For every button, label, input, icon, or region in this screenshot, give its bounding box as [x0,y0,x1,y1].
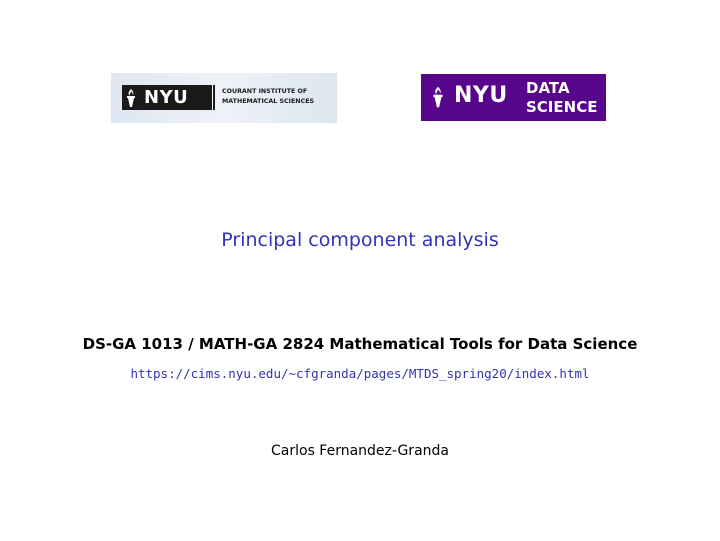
courant-institute-logo [111,73,337,123]
ds-wordmark [526,79,597,117]
courant-line-2: MATHEMATICAL SCIENCES [222,98,315,105]
nyu-data-science-logo [421,74,606,121]
torch-icon [122,85,140,110]
slide-title: Principal component analysis [221,229,499,251]
courant-nyu-mark [122,85,215,110]
courant-nyu-text: NYU [144,87,189,108]
author-name: Carlos Fernandez-Granda [271,443,449,459]
torch-icon [430,85,446,113]
course-name: DS-GA 1013 / MATH-GA 2824 Mathematical Tools for Data Science [82,335,638,353]
ds-line-2: SCIENCE [526,98,598,116]
ds-nyu-text: NYU [454,83,508,108]
courant-line-1: COURANT INSTITUTE OF [222,88,308,95]
courant-wordmark [222,87,314,107]
courant-divider [212,85,213,110]
ds-line-1: DATA [526,79,570,97]
course-url-link[interactable]: https://cims.nyu.edu/~cfgranda/pages/MTDS_spring20/index.html [130,366,590,381]
